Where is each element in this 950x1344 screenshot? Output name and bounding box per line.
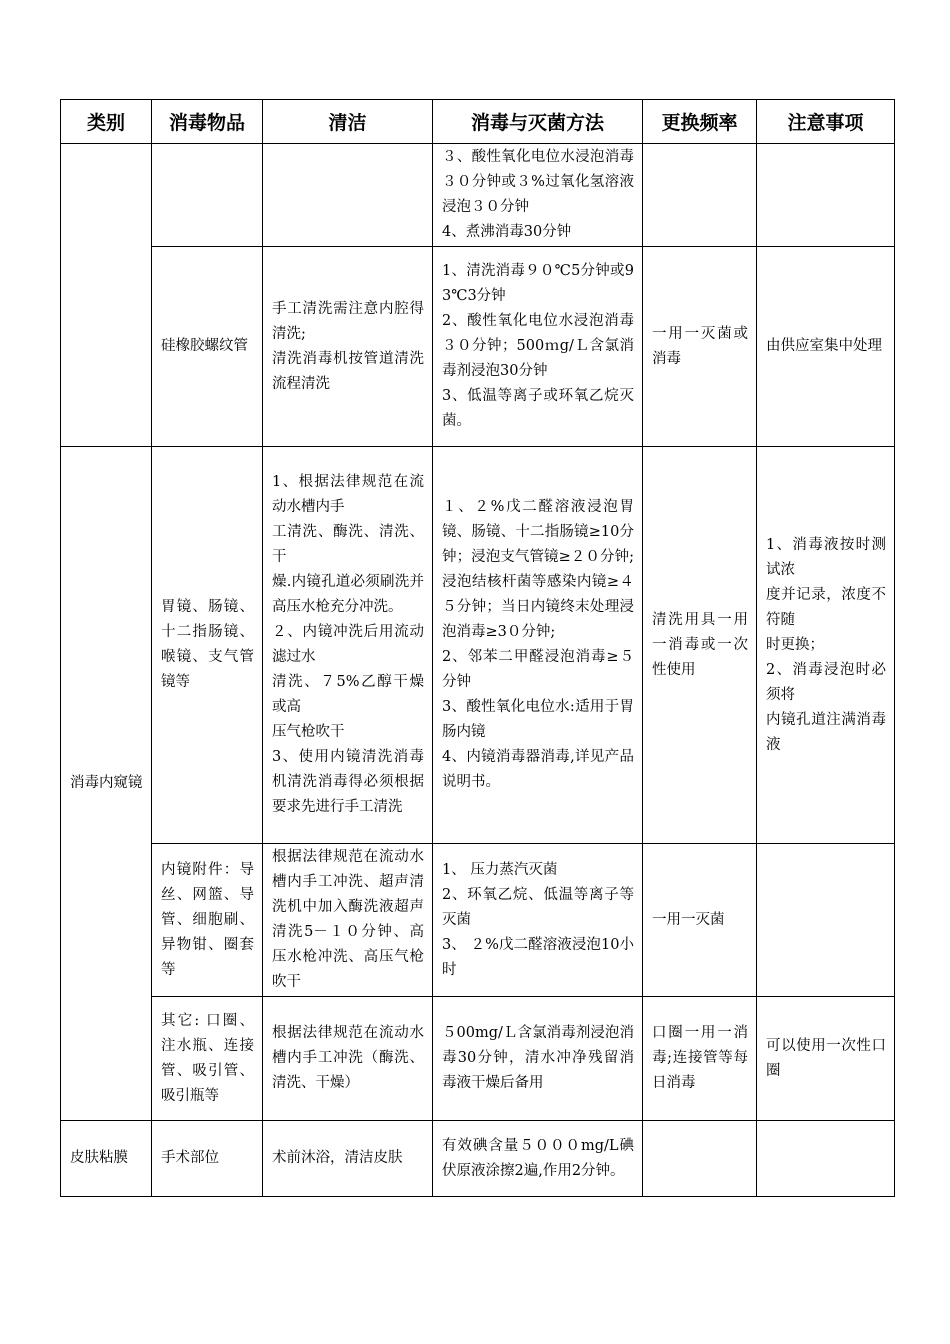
item-cell [152,144,263,247]
cleaning-line: 压气枪吹干 [272,724,345,740]
header-category: 类别 [61,100,152,144]
header-frequency: 更换频率 [643,100,757,144]
note-line: 时更换； [766,636,824,653]
notes-cell: 由供应室集中处理 [757,247,895,447]
note-line: 内镜孔道注满消毒液 [766,711,886,753]
cleaning-line: ２、内镜冲洗后用流动滤过水 [272,624,424,665]
cleaning-line: 3、使用内镜清洗消毒机清洗消毒得必须根据要求先进行手工清洗 [272,749,424,815]
table-row [61,144,895,247]
table-row [61,447,895,844]
header-row [61,100,895,144]
method-line: 4、内镜消毒器消毒,详见产品说明书。 [442,749,634,790]
header-notes: 注意事项 [757,100,895,144]
table-row [61,844,895,997]
frequency-cell: 清洗用具一用一消毒或一次性使用 [643,447,757,844]
item-cell: 其它: 口圈、注水瓶、连接管、吸引管、吸引瓶等 [152,997,263,1121]
table-row [61,997,895,1121]
notes-cell: 可以使用一次性口圈 [757,997,895,1121]
notes-cell [757,844,895,997]
method-line: 2、邻苯二甲醛浸泡消毒≥５分钟 [442,649,634,690]
method-line: 3、低温等离子或环氧乙烷灭菌。 [442,388,634,429]
method-cell [433,247,643,447]
notes-cell [757,144,895,247]
item-cell: 内镜附件：导丝、网篮、导管、细胞刷、异物钳、圈套等 [152,844,263,997]
cleaning-line: 1、根据法律规范在流动水槽内手 [272,474,424,515]
method-line: 3、 ２%戊二醛溶液浸泡10小时 [442,936,634,978]
table-row [61,1121,895,1197]
item-cell: 手术部位 [152,1121,263,1197]
category-cell: 消毒内窥镜 [61,447,152,1121]
frequency-cell: 口圈一用一消毒;连接管等每日消毒 [643,997,757,1121]
method-line: 2、环氧乙烷、低温等离子等灭菌 [442,886,634,928]
note-line: 1、消毒液按时测试浓 [766,536,886,578]
cleaning-cell [263,247,433,447]
method-cell: 有效碘含量５０００mg/L碘伏原液涂擦2遍,作用2分钟。 [433,1121,643,1197]
frequency-cell [643,144,757,247]
disinfection-table [60,99,895,1197]
method-cell [433,844,643,997]
table-row [61,247,895,447]
header-item: 消毒物品 [152,100,263,144]
cleaning-line: 燥.内镜孔道必须刷洗并高压水枪充分冲洗。 [272,574,424,615]
frequency-cell: 一用一灭菌或消毒 [643,247,757,447]
cleaning-line: 工清洗、酶洗、清洗、干 [272,524,424,565]
item-cell: 胃镜、肠镜、十二指肠镜、喉镜、支气管镜等 [152,447,263,844]
method-line: 4、煮沸消毒30分钟 [442,224,572,240]
method-line: 3、酸性氧化电位水:适用于胃肠内镜 [442,699,634,740]
cleaning-cell [263,447,433,844]
frequency-cell [643,1121,757,1197]
header-cleaning: 清洁 [263,100,433,144]
method-cell: ５00mg/Ｌ含氯消毒剂浸泡消毒30分钟，清水冲净残留消毒液干燥后备用 [433,997,643,1121]
notes-cell [757,1121,895,1197]
method-line: 1、清洗消毒９０℃5分钟或93℃3分钟 [442,263,634,304]
frequency-cell: 一用一灭菌 [643,844,757,997]
method-line: １、２%戊二醛溶液浸泡胃镜、肠镜、十二指肠镜≥10分钟；浸泡支气管镜≥２０分钟;浸泡结核杆菌等感染内镜≥４５分钟；当日内镜终末处理浸泡消毒≥3０分钟; [442,499,634,640]
method-line: ３、酸性氧化电位水浸泡消毒３０分钟或３%过氧化氢溶液浸泡３０分钟 [442,149,634,215]
cleaning-line: 清洗消毒机按管道清洗流程清洗 [272,350,424,392]
note-line: 2、消毒浸泡时必须将 [766,661,886,703]
item-cell: 硅橡胶螺纹管 [152,247,263,447]
cleaning-cell: 术前沐浴，清洁皮肤 [263,1121,433,1197]
category-cell [61,144,152,447]
cleaning-line: 清洗、７5%乙醇干燥或高 [272,674,424,715]
notes-cell [757,447,895,844]
category-cell: 皮肤粘膜 [61,1121,152,1197]
method-line: 1、 压力蒸汽灭菌 [442,861,558,878]
method-cell [433,447,643,844]
note-line: 度并记录，浓度不符随 [766,586,886,628]
method-cell [433,144,643,247]
header-method: 消毒与灭菌方法 [433,100,643,144]
cleaning-cell: 根据法律规范在流动水槽内手工冲洗（酶洗、清洗、干燥） [263,997,433,1121]
method-line: 2、酸性氧化电位水浸泡消毒３０分钟；500ｍg/Ｌ含氯消毒剂浸泡30分钟 [442,313,634,379]
cleaning-cell [263,144,433,247]
cleaning-line: 手工清洗需注意内腔得清洗; [272,300,424,342]
cleaning-cell: 根据法律规范在流动水槽内手工冲洗、超声清洗机中加入酶洗液超声清洗5－１０分钟、高压水枪冲洗、高压气枪吹干 [263,844,433,997]
